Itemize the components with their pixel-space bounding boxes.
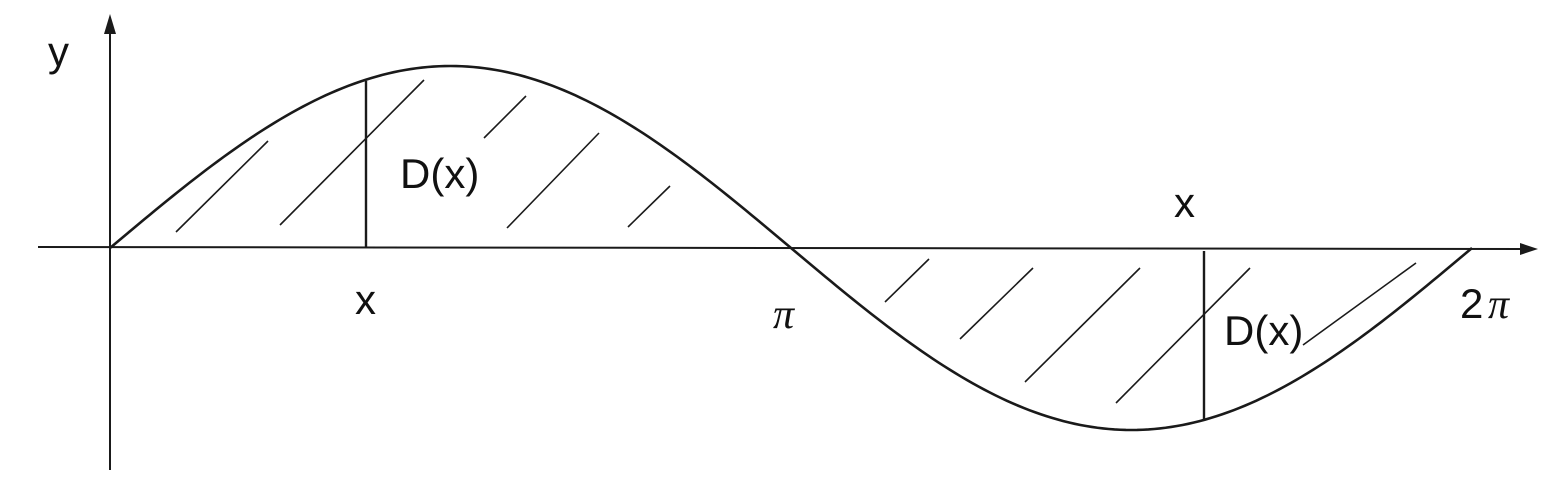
- region-label-lower: D(x): [1224, 307, 1304, 354]
- tick-label-x-lower: x: [355, 276, 376, 323]
- tick-label-2pi-symbol: π: [1488, 282, 1510, 328]
- tick-label-x-upper: x: [1174, 179, 1195, 226]
- region-label-upper: D(x): [400, 150, 480, 197]
- hatch-line: [960, 268, 1033, 339]
- tick-label-pi: π: [773, 292, 795, 338]
- hatch-line: [628, 186, 670, 227]
- x-axis: [38, 247, 1522, 249]
- hatch-line: [1025, 268, 1140, 382]
- hatch-line: [484, 96, 526, 138]
- y-axis-label: y: [48, 28, 69, 75]
- hatch-line: [885, 259, 929, 302]
- hatch-line: [507, 133, 599, 228]
- tick-label-2pi-coefficient: 2: [1460, 280, 1484, 327]
- hatch-line: [176, 141, 268, 232]
- hatch-line: [1303, 263, 1416, 345]
- y-axis-arrowhead: [104, 14, 116, 34]
- x-axis-arrowhead: [1520, 243, 1538, 255]
- lower-region-hatching: [885, 259, 1416, 403]
